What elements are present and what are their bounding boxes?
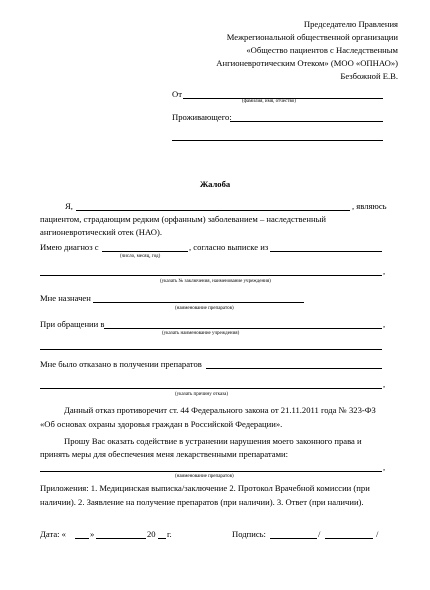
refused-reason-hint: (указать причину отказа) <box>175 392 229 397</box>
header-line-5: Безбожной Е.В. <box>340 71 398 81</box>
attachments-line-1: Приложения: 1. Медицинская выписка/заключение 2. Протокол Врачебной комиссии (при <box>40 483 370 493</box>
requested-drugs-field[interactable] <box>40 471 382 472</box>
residing-label: Проживающего: <box>172 112 232 122</box>
institution-hint: (указать наименование учреждения) <box>162 331 240 336</box>
residing-field[interactable] <box>230 121 383 122</box>
diagnosis-detail-field[interactable] <box>40 275 382 276</box>
from-name-hint: (фамилия, имя, отчество) <box>242 99 296 104</box>
signature-label: Подпись: <box>232 529 266 539</box>
diagnosis-label: Имею диагноз с <box>40 242 99 252</box>
header-line-4: Ангионевротическим Отеком» (МОО «ОПНАО») <box>216 58 398 68</box>
comma-1: , <box>383 266 386 276</box>
document-title: Жалоба <box>199 179 231 189</box>
from-label: От <box>172 89 182 99</box>
law-line-2: «Об основах охраны здоровья граждан в Российской Федерации». <box>40 419 283 429</box>
request-line-2: принять меры для обеспечения меня лекарственными препаратами: <box>40 449 289 459</box>
residing-field-2[interactable] <box>172 140 383 141</box>
date-label: Дата: « <box>40 529 66 539</box>
diagnosis-date-field[interactable] <box>102 251 188 252</box>
refused-label: Мне было отказано в получении препаратов <box>40 359 202 369</box>
on-request-label: При обращении в <box>40 319 105 329</box>
institution-field[interactable] <box>104 328 382 329</box>
header-line-1: Председателю Правления <box>303 19 398 29</box>
request-line-1: Прошу Вас оказать содействие в устранении нарушения моего законного права и <box>64 436 362 446</box>
comma-4: , <box>383 462 386 472</box>
patient-name-field[interactable] <box>76 210 350 211</box>
diagnosis-source-field[interactable] <box>270 251 382 252</box>
diagnosis-detail-hint: (указать № заключения, наименование учреждения) <box>160 279 271 284</box>
date-year-suffix: г. <box>167 529 172 539</box>
attachments-line-2: наличии). 2. Заявление на получение препаратов (при наличии). 3. Ответ (при наличии). <box>40 497 364 507</box>
law-line-1: Данный отказ противоречит ст. 44 Федерального закона от 21.11.2011 года № 323-ФЗ <box>64 405 376 415</box>
date-mid: » <box>90 529 95 539</box>
signature-field[interactable] <box>270 538 317 539</box>
date-month-field[interactable] <box>96 538 146 539</box>
date-year-prefix: 20 <box>147 529 156 539</box>
date-year-field[interactable] <box>158 538 166 539</box>
assigned-label: Мне назначен <box>40 293 91 303</box>
refused-reason-field-2[interactable] <box>40 388 382 389</box>
signature-slash-1: / <box>318 529 321 539</box>
date-day-field[interactable] <box>75 538 89 539</box>
requested-drugs-hint: (наименование препаратов) <box>175 474 234 479</box>
comma-3: , <box>383 379 386 389</box>
yavlyayus-text: , являюсь <box>352 201 387 211</box>
signature-name-field[interactable] <box>325 538 373 539</box>
diagnosis-date-hint: (число, месяц, год) <box>120 254 161 259</box>
signature-slash-2: / <box>376 529 379 539</box>
assigned-drugs-field[interactable] <box>93 302 304 303</box>
header-line-3: «Общество пациентов с Наследственным <box>246 45 398 55</box>
assigned-drugs-hint: (наименование препаратов) <box>175 306 234 311</box>
diagnosis-source-label: , согласно выписке из <box>189 242 269 252</box>
paragraph-1-line-2: пациентом, страдающим редким (орфанным) заболеванием – наследственный <box>40 214 326 224</box>
comma-2: , <box>383 319 386 329</box>
refused-reason-field[interactable] <box>206 368 382 369</box>
header-line-2: Межрегиональной общественной организации <box>226 32 398 42</box>
institution-field-2[interactable] <box>40 349 382 350</box>
paragraph-1-line-3: ангионевротический отек (НАО). <box>40 227 162 237</box>
ya-label: Я, <box>65 201 73 211</box>
